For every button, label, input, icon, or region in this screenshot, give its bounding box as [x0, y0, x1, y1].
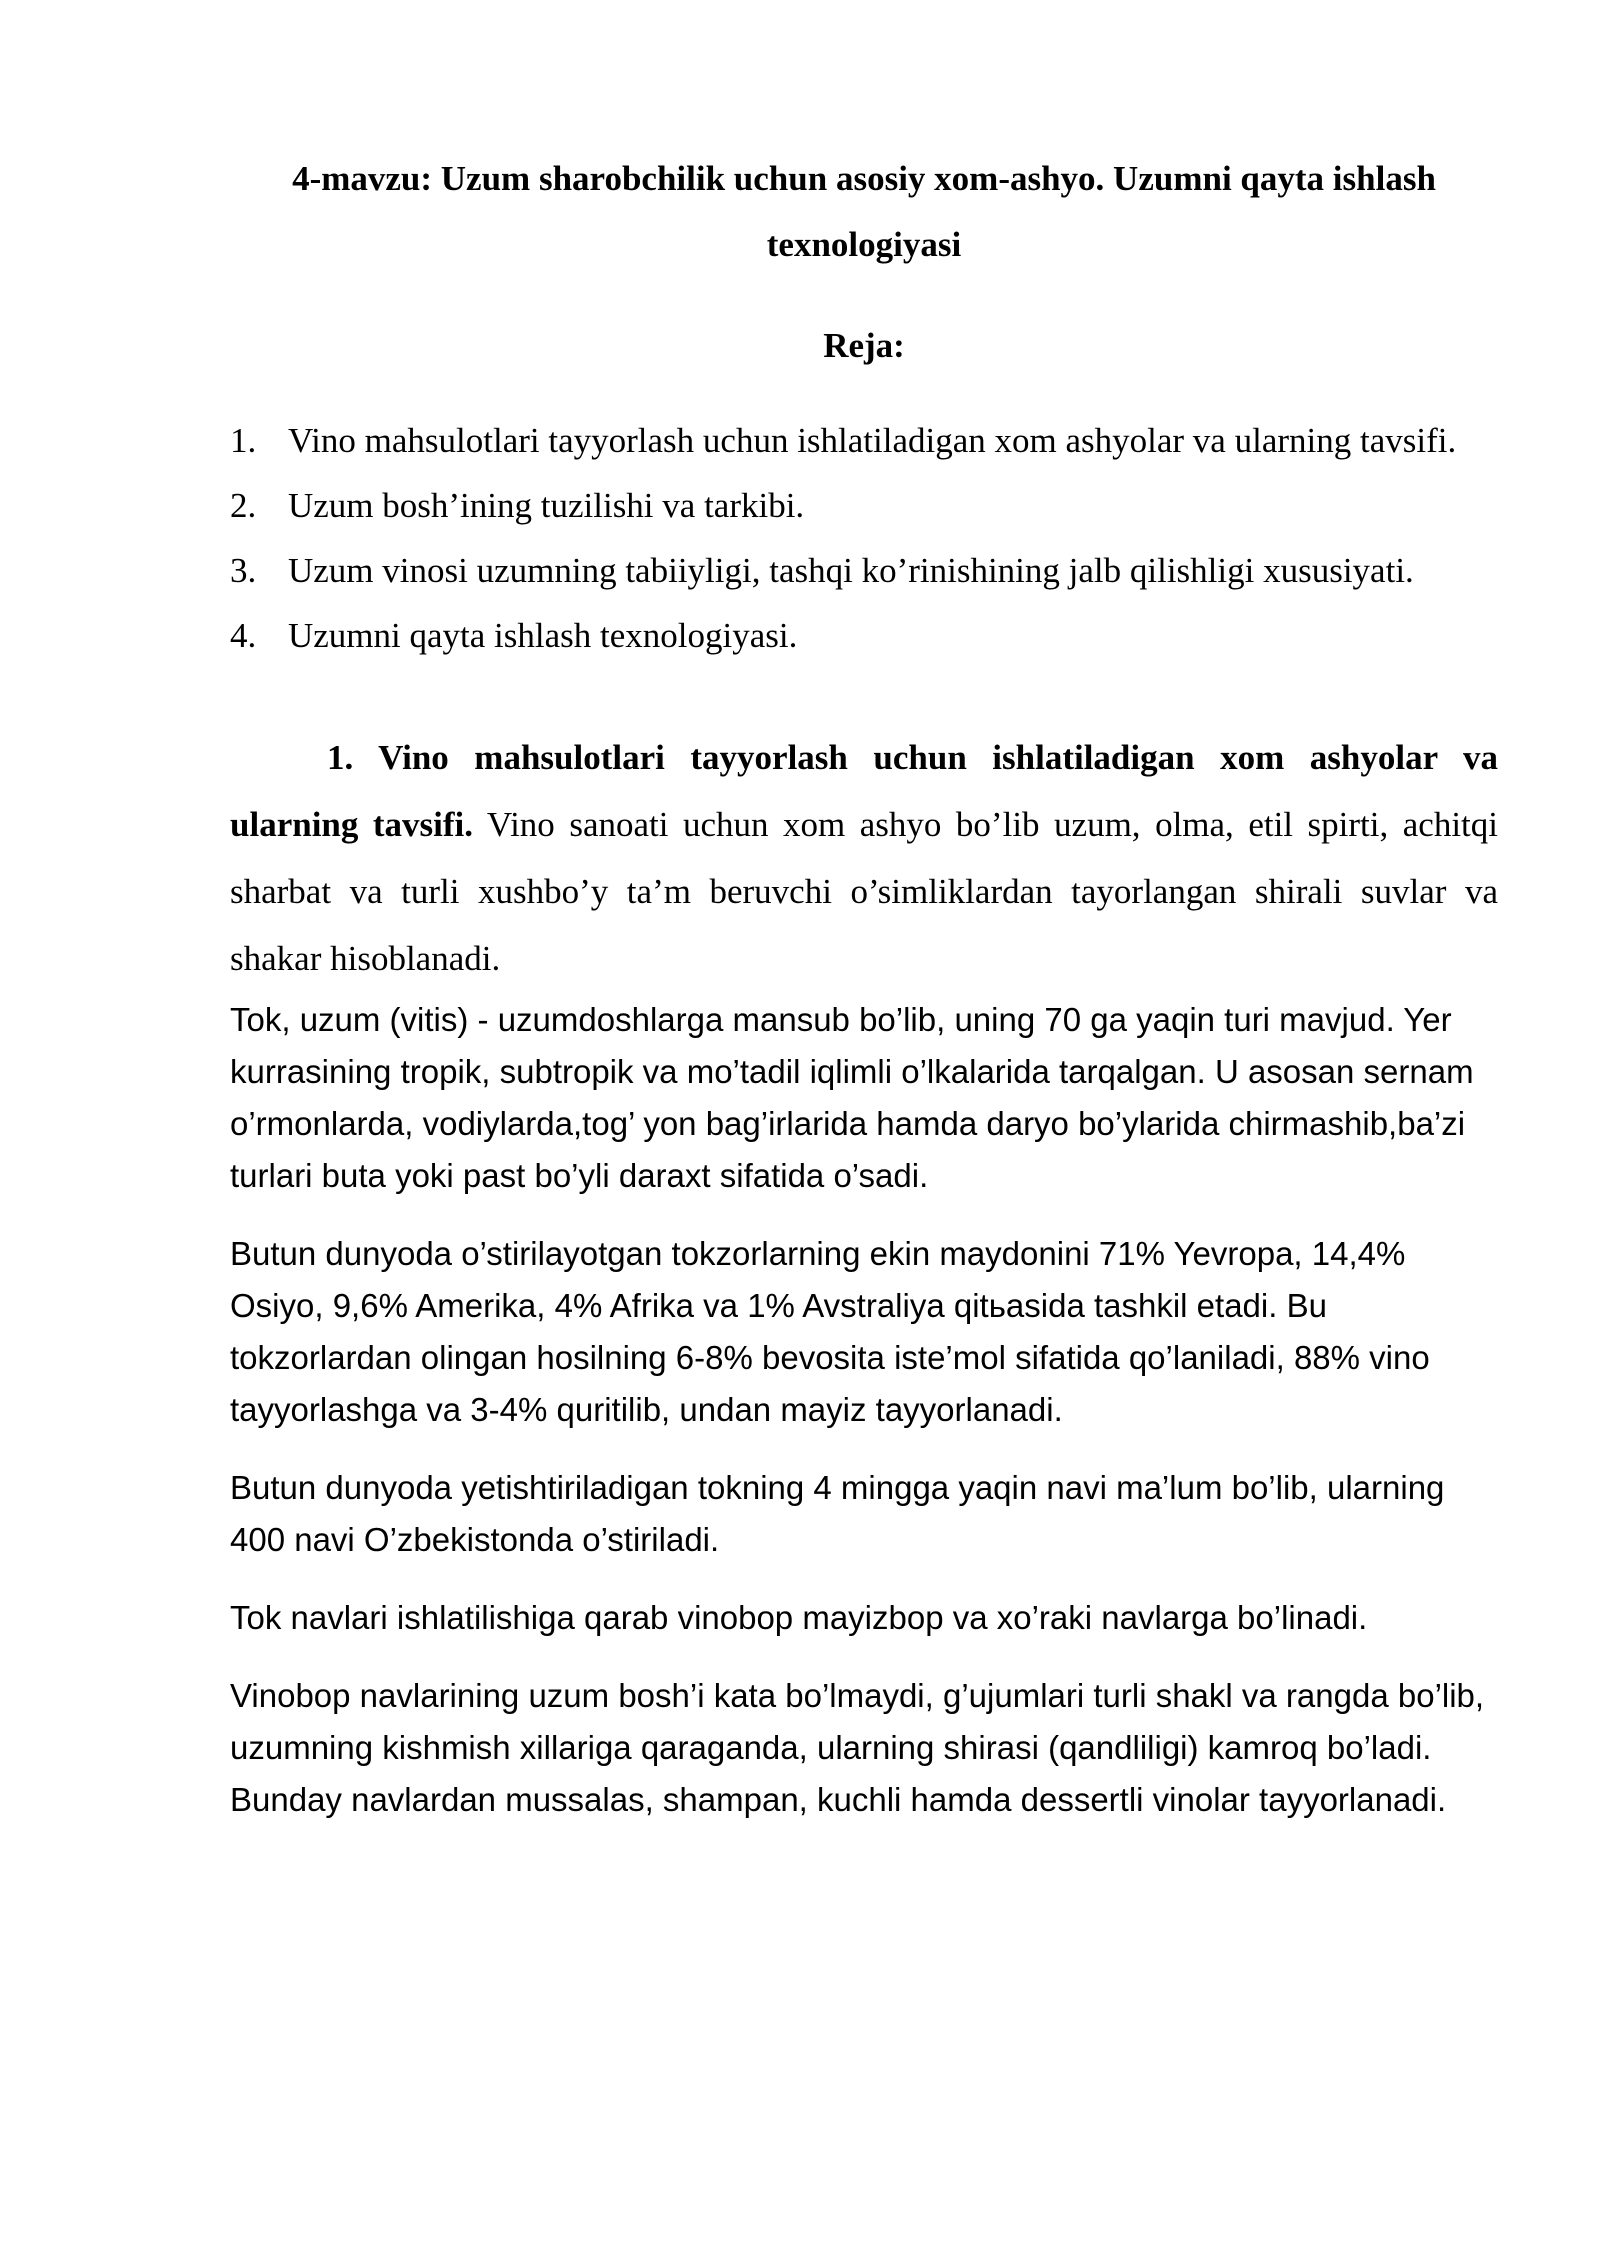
plan-item-text: Uzum bosh’ining tuzilishi va tarkibi.: [288, 486, 805, 525]
plan-item-text: Vino mahsulotlari tayyorlash uchun ishlatiladigan xom ashyolar va ularning tavsifi.: [288, 421, 1457, 460]
body-paragraph: Butun dunyoda yetishtiriladigan tokning 4 mingga yaqin navi ma’lum bo’lib, ularning 400 navi O’zbekistonda o’stiriladi.: [230, 1469, 1445, 1558]
section-1-paragraph: [230, 724, 1498, 992]
plan-item: [230, 538, 1498, 603]
document-body: [230, 146, 1498, 1826]
body-paragraph: Vinobop navlarining uzum bosh’i kata bo’lmaydi, g’ujumlari turli shakl va rangda bo’lib, uzumning kishmish xillariga qaraganda, ularning shirasi (qandliligi) kamroq bo’ladi. Bunday navlardan mussalas, shampan, kuchli hamda dessertli vinolar tayyorlanadi.: [230, 1677, 1485, 1818]
body-paragraph: Tok, uzum (vitis) - uzumdoshlarga mansub bo’lib, uning 70 ga yaqin turi mavjud. Yer kurrasining tropik, subtropik va mo’tadil iqlimli o’lkalarida tarqalgan. U asosan sernam o’rmonlarda, vodiylarda,tog’ yon bag’irlarida hamda daryo bo’ylarida chirmashib,ba’zi turlari buta yoki past bo’yli daraxt sifatida o’sadi.: [230, 1001, 1474, 1194]
plan-item: [230, 473, 1498, 538]
section-1-text: Vino sanoati uchun xom ashyo bo’lib uzum, olma, etil spirti, achitqi sharbat va turli xushbo’y ta’m beruvchi o’simliklardan tayorlangan shirali suvlar va shakar hisoblanadi.: [230, 805, 1498, 978]
plan-item: [230, 603, 1498, 668]
plan-item-number: 4.: [230, 616, 257, 655]
section-1-heading: 1. Vino mahsulotlari tayyorlash uchun ishlatiladigan xom ashyolar va ularning tavsifi.: [230, 738, 1498, 844]
plan-item-number: 2.: [230, 486, 257, 525]
plan-item-number: 3.: [230, 551, 257, 590]
plan-list: [230, 408, 1498, 668]
document-title: 4-mavzu: Uzum sharobchilik uchun asosiy xom-ashyo. Uzumni qayta ishlash texnologiyasi: [292, 159, 1436, 264]
body-paragraph: Butun dunyoda o’stirilayotgan tokzorlarning ekin maydonini 71% Yevropa, 14,4% Osiyo, 9,6% Amerika, 4% Afrika va 1% Avstraliya qitьasida tashkil etadi. Bu tokzorlardan olingan hosilning 6-8% bevosita iste’mol sifatida qo’laniladi, 88% vino tayyorlashga va 3-4% quritilib, undan mayiz tayyorlanadi.: [230, 1235, 1430, 1428]
plan-item-number: 1.: [230, 421, 257, 460]
plan-item-text: Uzumni qayta ishlash texnologiyasi.: [288, 616, 798, 655]
plan-heading: Reja:: [823, 326, 905, 365]
plan-item-text: Uzum vinosi uzumning tabiiyligi, tashqi ko’rinishining jalb qilishligi xususiyati.: [288, 551, 1414, 590]
plan-item: [230, 408, 1498, 473]
body-paragraph: Tok navlari ishlatilishiga qarab vinobop mayizbop va xo’raki navlarga bo’linadi.: [230, 1599, 1368, 1636]
